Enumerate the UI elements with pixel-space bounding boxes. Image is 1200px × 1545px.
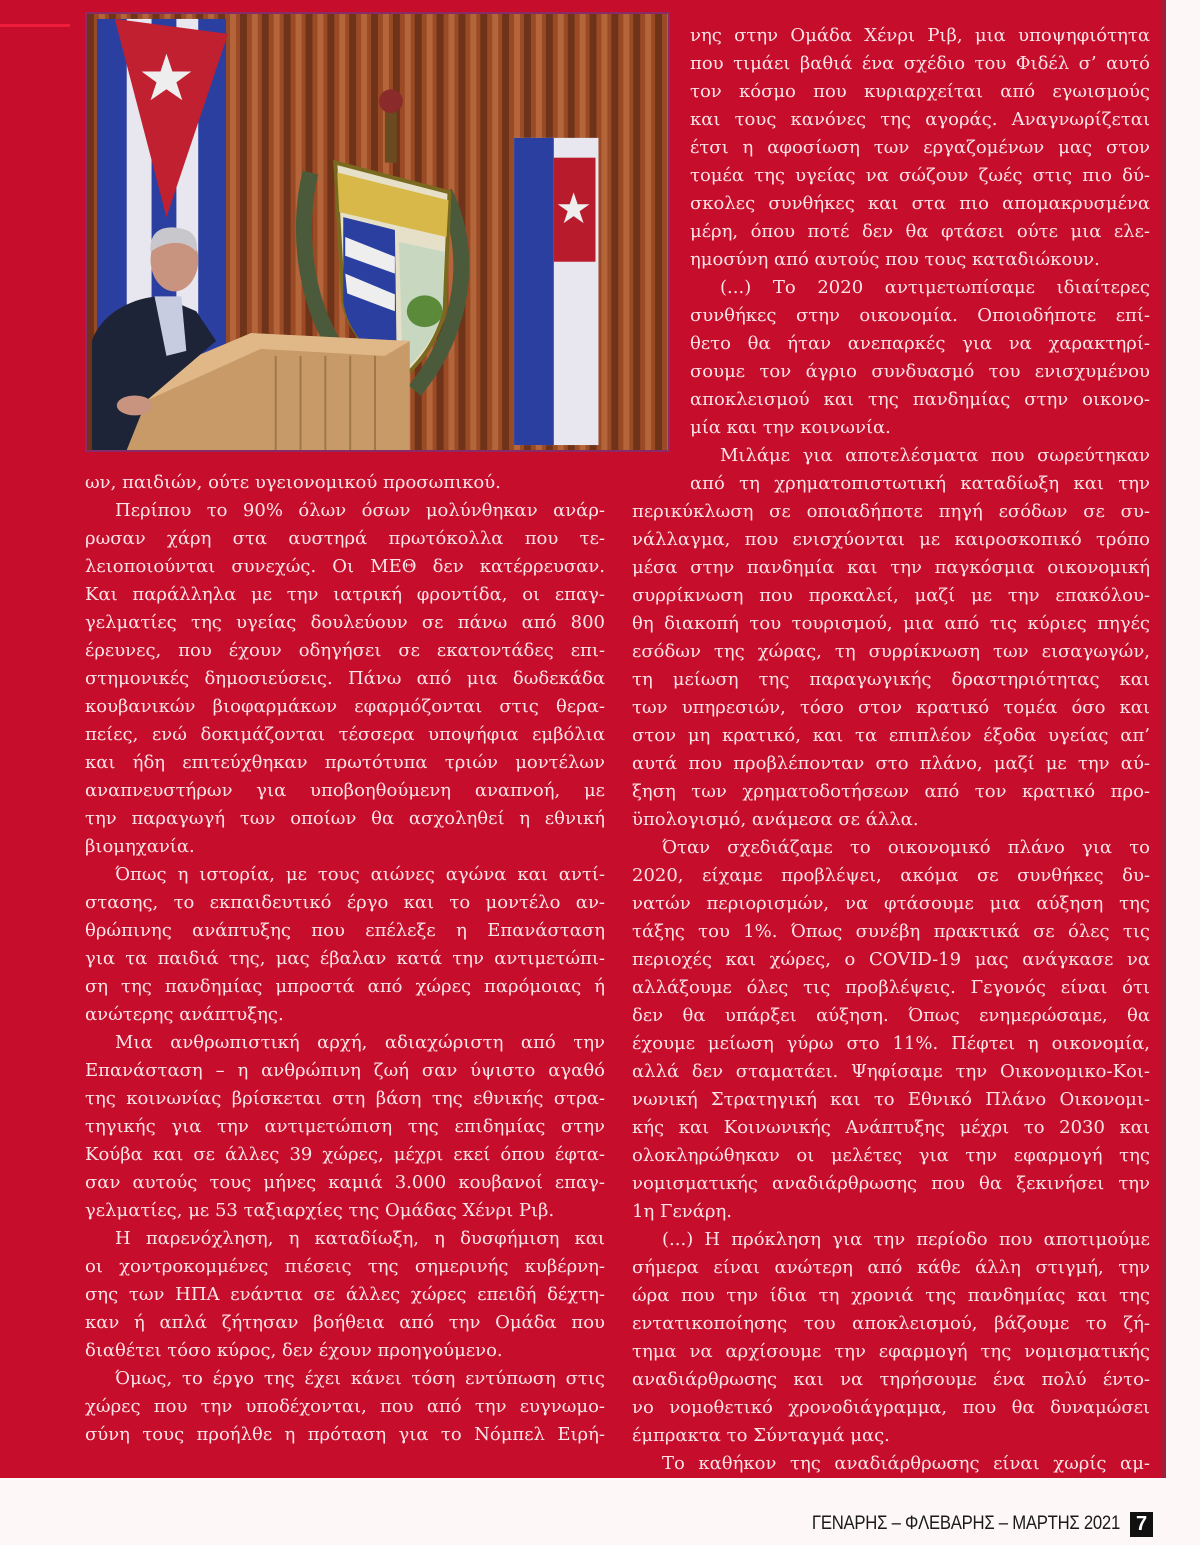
text-line: ολοκληρώθηκαν οι μελέτες για την εφαρμογή της bbox=[632, 1145, 1150, 1166]
right-column-text bbox=[632, 22, 1150, 1478]
text-line: και ήδη επιτεύχθηκαν πρωτότυπα τριών μοντέλων bbox=[85, 752, 605, 773]
text-line: περιοχές και χώρες, ο COVID-19 μας ανάγκασε να bbox=[632, 949, 1150, 970]
text-line: βιομηχανία. bbox=[85, 836, 195, 857]
text-line: ώρα που την ίδια τη χρονιά της πανδημίας και της bbox=[632, 1285, 1150, 1306]
text-line: συρρίκνωση που προκαλεί, μαζί με την επακόλου- bbox=[632, 585, 1150, 606]
text-line: Όταν σχεδιάζαμε το οικονομικό πλάνο για το bbox=[662, 837, 1150, 858]
text-line: ϋπολογισμό, ανάμεσα σε άλλα. bbox=[632, 809, 919, 830]
text-line: Το καθήκον της αναδιάρθρωσης είναι χωρίς αμ- bbox=[662, 1453, 1150, 1474]
text-line: των υπηρεσιών, τόσο στον κρατικό τομέα όσο και bbox=[632, 697, 1150, 718]
text-line: Επανάσταση – η ανθρώπινη ζωή σαν ύψιστο αγαθό bbox=[85, 1060, 605, 1081]
paragraph bbox=[85, 1225, 605, 1365]
text-line: ση της πανδημίας μπροστά από χώρες παρόμοιας ή bbox=[85, 976, 605, 997]
text-line: από τη χρηματοπιστωτική καταδίωξη και την bbox=[690, 473, 1150, 494]
text-line: σκολες συνθήκες και στα πιο απομακρυσμένα bbox=[690, 193, 1150, 214]
text-line: που τιμάει βαθιά ένα σχέδιο του Φιδέλ σ’ αυτό bbox=[690, 53, 1150, 74]
text-line: εσόδων της χώρας, τη συρρίκνωση των εισαγωγών, bbox=[632, 641, 1150, 662]
text-line: τηγικής για την αντιμετώπιση της επιδημίας στην bbox=[85, 1116, 605, 1137]
decorative-rule bbox=[0, 24, 70, 27]
issue-date: ΓΕΝΑΡΗΣ – ΦΛΕΒΑΡΗΣ – ΜΑΡΤΗΣ 2021 bbox=[811, 1513, 1120, 1534]
text-line: αλλά δεν σταματάει. Ψηφίσαμε την Οικονομικο-Κοι- bbox=[632, 1061, 1150, 1082]
text-line: Όπως η ιστορία, με τους αιώνες αγώνα και αντί- bbox=[115, 864, 605, 885]
text-line: και τους κανόνες της αγοράς. Αναγνωρίζεται bbox=[690, 109, 1150, 130]
text-line: γελματίες, με 53 ταξιαρχίες της Ομάδας Χένρι Ριβ. bbox=[85, 1200, 555, 1221]
text-line: Κούβα και σε άλλες 39 χώρες, μέχρι εκεί όπου έφτα- bbox=[85, 1144, 605, 1165]
text-line: σύνη τους προήλθε η πρόταση για το Νόμπελ Ειρή- bbox=[85, 1424, 605, 1445]
text-line: εντατικοποίησης του αποκλεισμού, βάζουμε το ζή- bbox=[632, 1313, 1150, 1334]
text-line: νάλλαγμα, που ενισχύονται με καιροσκοπικό τρόπο bbox=[632, 529, 1150, 550]
article-photo bbox=[85, 12, 670, 452]
text-line: Όμως, το έργο της έχει κάνει τόση εντύπωση στις bbox=[115, 1368, 605, 1389]
text-line: ων, παιδιών, ούτε υγειονομικού προσωπικού. bbox=[85, 472, 501, 493]
text-line: σήμερα είναι ανώτερη από κάθε άλλη στιγμή, την bbox=[632, 1257, 1150, 1278]
text-line: αυτά που προβλέπονταν στο πλάνο, μαζί με την αύ- bbox=[632, 753, 1150, 774]
text-line: νομισματικής αναδιάρθρωσης που θα ξεκινήσει την bbox=[632, 1173, 1150, 1194]
paragraph bbox=[632, 834, 1150, 1226]
text-line: δεν θα υπάρξει αύξηση. Όπως ενημερώσαμε, θα bbox=[632, 1005, 1150, 1026]
text-line: Και παράλληλα με την ιατρική φροντίδα, οι επαγ- bbox=[85, 584, 605, 605]
text-line: αναπνευστήρων για υποβοηθούμενη αναπνοή, με bbox=[85, 780, 605, 801]
text-line: νωνική Στρατηγική και το Εθνικό Πλάνο Οικονομι- bbox=[632, 1089, 1150, 1110]
text-line: διαθέτει τόσο κύρος, δεν έχουν προηγούμενο. bbox=[85, 1340, 503, 1361]
text-line: Μιλάμε για αποτελέσματα που σωρεύτηκαν bbox=[720, 445, 1150, 466]
paragraph bbox=[85, 469, 605, 497]
text-line: στημονικές δημοσιεύσεις. Πάνω από μια δωδεκάδα bbox=[85, 668, 605, 689]
text-line: 2020, είχαμε προβλέψει, ακόμα σε συνθήκες δυ- bbox=[632, 865, 1150, 886]
text-line: Μια ανθρωπιστική αρχή, αδιαχώριστη από την bbox=[115, 1032, 605, 1053]
paragraph bbox=[85, 861, 605, 1029]
text-line: συνθήκες στην οικονομία. Οποιοδήποτε επί- bbox=[690, 305, 1150, 326]
text-line: αναδιάρθρωσης και να τηρήσουμε ένα πολύ έντο- bbox=[632, 1369, 1150, 1390]
text-line: νατών περιορισμών, να φτάσουμε μια αύξηση της bbox=[632, 893, 1150, 914]
text-line: τη μείωση της παραγωγικής δραστηριότητας και bbox=[632, 669, 1150, 690]
page-edge bbox=[1161, 0, 1166, 1478]
text-line: τάξης του 1%. Όπως συνέβη πρακτικά σε όλες τις bbox=[632, 921, 1150, 942]
text-line: έτσι η αφοσίωση των εργαζομένων μας στον bbox=[690, 137, 1150, 158]
text-line: στασης, το εκπαιδευτικό έργο και το μοντέλο αν- bbox=[85, 892, 605, 913]
text-line: λειοποιούνται συνεχώς. Οι ΜΕΘ δεν κατέρρευσαν. bbox=[85, 556, 605, 577]
text-line: θρώπινης ανάπτυξης που επέλεξε η Επανάσταση bbox=[85, 920, 605, 941]
text-line: σαν αυτούς τους μήνες καμιά 3.000 κουβανοί επαγ- bbox=[85, 1172, 605, 1193]
text-line: έμπρακτα το Σύνταγμά μας. bbox=[632, 1425, 890, 1446]
paragraph bbox=[85, 1365, 605, 1449]
text-line: ρωσαν χάρη στα αυστηρά πρωτόκολλα που τε- bbox=[85, 528, 605, 549]
text-line: (...) Το 2020 αντιμετωπίσαμε ιδιαίτερες bbox=[720, 277, 1150, 298]
speaker-photo-icon bbox=[87, 14, 668, 450]
text-line: την παραγωγή των οποίων θα ασχοληθεί η εθνική bbox=[85, 808, 605, 829]
text-line: νο νομοθετικό χρονοδιάγραμμα, που θα δυναμώσει bbox=[632, 1397, 1150, 1418]
text-line: μέσα στην πανδημία και την παγκόσμια οικονομική bbox=[632, 557, 1150, 578]
text-line: νης στην Ομάδα Χένρι Ριβ, μια υποψηφιότητα bbox=[690, 25, 1150, 46]
paragraph bbox=[632, 274, 1150, 442]
paragraph bbox=[632, 1226, 1150, 1450]
text-line: 1η Γενάρη. bbox=[632, 1201, 732, 1222]
text-line: ανώτερης ανάπτυξης. bbox=[85, 1004, 284, 1025]
text-line: σουμε τον άγριο συνδυασμό του ενισχυμένου bbox=[690, 361, 1150, 382]
text-line: έχουμε μείωση γύρω στο 11%. Πέφτει η οικονομία, bbox=[632, 1033, 1150, 1054]
text-line: (...) Η πρόκληση για την περίοδο που αποτιμούμε bbox=[662, 1229, 1150, 1250]
text-line: οι χοντροκομμένες πιέσεις της σημερινής κυβέρνη- bbox=[85, 1256, 605, 1277]
text-line: για τα παιδιά της, μας έβαλαν κατά την αντιμετώπι- bbox=[85, 948, 605, 969]
text-line: αποκλεισμού και της πανδημίας στην οικονο- bbox=[690, 389, 1150, 410]
text-line: αλλάξουμε όλες τις προβλέψεις. Γεγονός είναι ότι bbox=[632, 977, 1150, 998]
text-line: τομέα της υγείας να σώζουν ζωές στις πιο δύ- bbox=[690, 165, 1150, 186]
text-line: στον μη κρατικό, και τα επιπλέον έξοδα υγείας απ’ bbox=[632, 725, 1150, 746]
text-line: της κοινωνίας βρίσκεται στη βάση της εθνικής στρα- bbox=[85, 1088, 605, 1109]
paragraph bbox=[632, 442, 1150, 834]
text-line: θετο θα ήταν ανεπαρκές για να χαρακτηρί- bbox=[690, 333, 1150, 354]
left-column-text bbox=[85, 469, 605, 1449]
text-line: πείες, ενώ δοκιμάζονται τέσσερα υποψήφια εμβόλια bbox=[85, 724, 605, 745]
text-line: έρευνες, που έχουν οδηγήσει σε εκατοντάδες επι- bbox=[85, 640, 605, 661]
paragraph bbox=[632, 22, 1150, 274]
text-line: χώρες που την υποδέχονται, που από την ευγνωμο- bbox=[85, 1396, 605, 1417]
text-line: θη διακοπή του τουρισμού, μια από τις κύριες πηγές bbox=[632, 613, 1150, 634]
paragraph bbox=[632, 1450, 1150, 1478]
text-line: μία και την κοινωνία. bbox=[690, 417, 891, 438]
text-line: καν ή απλά ζήτησαν βοήθεια από την Ομάδα που bbox=[85, 1312, 605, 1333]
text-line: Περίπου το 90% όλων όσων μολύνθηκαν ανάρ- bbox=[115, 500, 605, 521]
text-line: κής και Κοινωνικής Ανάπτυξης μέχρι το 2030 και bbox=[632, 1117, 1150, 1138]
text-line: γελματίες της υγείας δουλεύουν σε πάνω από 800 bbox=[85, 612, 605, 633]
text-line: τημα να αρχίσουμε την εφαρμογή της νομισματικής bbox=[632, 1341, 1150, 1362]
text-line: Η παρενόχληση, η καταδίωξη, η δυσφήμιση και bbox=[115, 1228, 605, 1249]
text-line: μέρη, όπου ποτέ δεν θα φτάσει ούτε μια ελε- bbox=[690, 221, 1150, 242]
text-line: τον κόσμο που κυριαρχείται από εγωισμούς bbox=[690, 81, 1150, 102]
text-line: σης των ΗΠΑ ενάντια σε άλλες χώρες επειδή δέχτη- bbox=[85, 1284, 605, 1305]
text-line: ημοσύνη από αυτούς που τους καταδιώκουν. bbox=[690, 249, 1100, 270]
paragraph bbox=[85, 1029, 605, 1225]
page-number: 7 bbox=[1130, 1512, 1153, 1537]
text-line: περικύκλωση σε οποιαδήποτε πηγή εσόδων σε συ- bbox=[632, 501, 1150, 522]
paragraph bbox=[85, 497, 605, 861]
text-line: ξηση των χρηματοδοτήσεων από τον κρατικό προ- bbox=[632, 781, 1150, 802]
text-line: κουβανικών βιοφαρμάκων εφαρμόζονται στις θερα- bbox=[85, 696, 605, 717]
